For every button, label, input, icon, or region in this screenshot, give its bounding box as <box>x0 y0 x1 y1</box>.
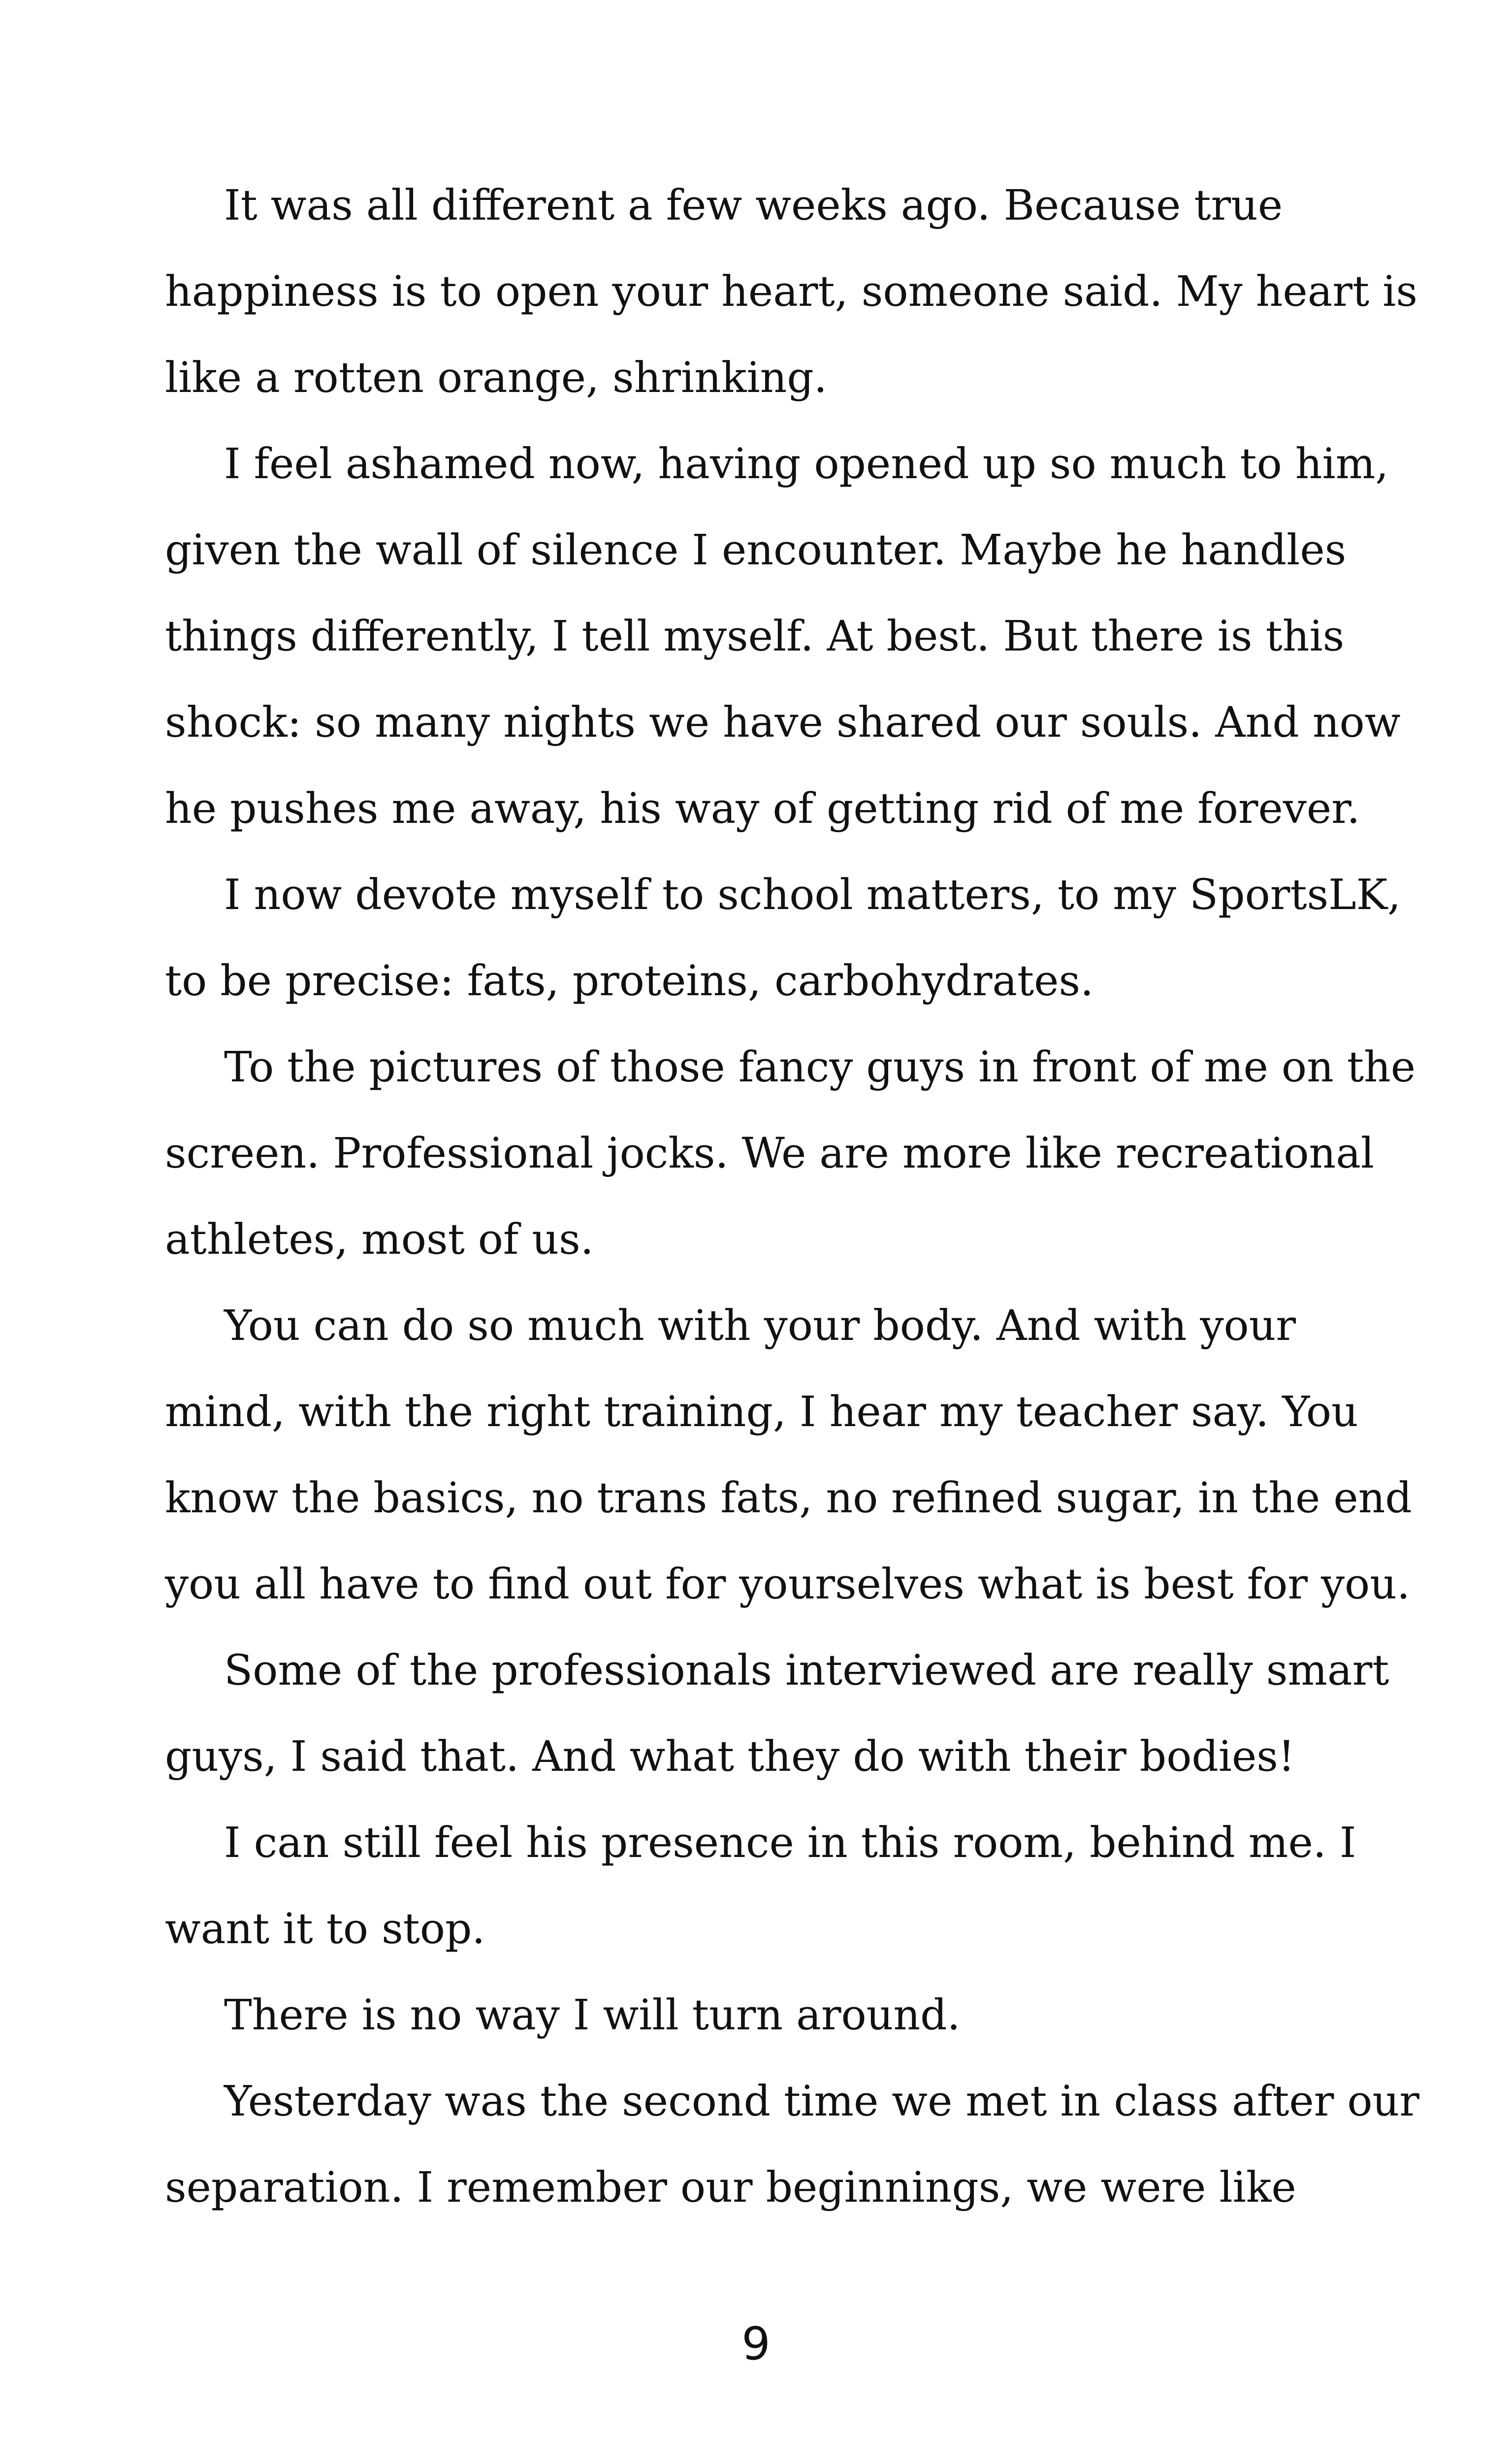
paragraph <box>165 421 1401 852</box>
text-line: I now devote myself to school matters, to my SportsLK, <box>224 871 1401 919</box>
text-line: There is no way I will turn around. <box>224 1991 961 2040</box>
text-line: given the wall of silence I encounter. Maybe he handles <box>165 526 1347 575</box>
text-line: screen. Professional jocks. We are more like recreational <box>165 1129 1375 1178</box>
body-text <box>165 163 1419 2231</box>
paragraph <box>165 1628 1389 1800</box>
text-line: you all have to find out for yourselves what is best for you. <box>165 1560 1410 1609</box>
text-line: Yesterday was the second time we met in class after our <box>224 2077 1419 2126</box>
text-line: happiness is to open your heart, someone said. My heart is <box>165 267 1417 316</box>
paragraph <box>165 1972 1366 2058</box>
paragraph <box>165 1024 1416 1283</box>
page-number: 9 <box>741 2317 771 2370</box>
text-line: to be precise: fats, proteins, carbohydrates. <box>165 957 1094 1006</box>
text-line: he pushes me away, his way of getting rid of me forever. <box>165 784 1360 833</box>
text-line: want it to stop. <box>165 1905 485 1954</box>
paragraph <box>165 1800 1366 1972</box>
paragraph <box>165 852 1401 1024</box>
text-line: Some of the professionals interviewed are really smart <box>224 1646 1389 1695</box>
text-line: To the pictures of those fancy guys in front of me on the <box>224 1043 1416 1092</box>
text-line: things differently, I tell myself. At best. But there is this <box>165 612 1345 661</box>
text-line: guys, I said that. And what they do with their bodies! <box>165 1732 1295 1781</box>
text-line: know the basics, no trans fats, no refined sugar, in the end <box>165 1474 1412 1523</box>
text-line: I feel ashamed now, having opened up so much to him, <box>224 440 1389 489</box>
text-line: shock: so many nights we have shared our souls. And now <box>165 698 1401 747</box>
paragraph <box>165 2058 1419 2231</box>
text-line: mind, with the right training, I hear my teacher say. You <box>165 1388 1358 1436</box>
text-line: It was all different a few weeks ago. Because true <box>224 181 1283 230</box>
text-line: You can do so much with your body. And with your <box>224 1302 1296 1350</box>
text-line: I can still feel his presence in this room, behind me. I <box>224 1819 1356 1867</box>
text-line: athletes, most of us. <box>165 1215 594 1264</box>
paragraph <box>165 163 1417 421</box>
paragraph <box>165 1283 1412 1628</box>
text-line: separation. I remember our beginnings, we were like <box>165 2163 1296 2212</box>
text-line: like a rotten orange, shrinking. <box>165 354 827 402</box>
